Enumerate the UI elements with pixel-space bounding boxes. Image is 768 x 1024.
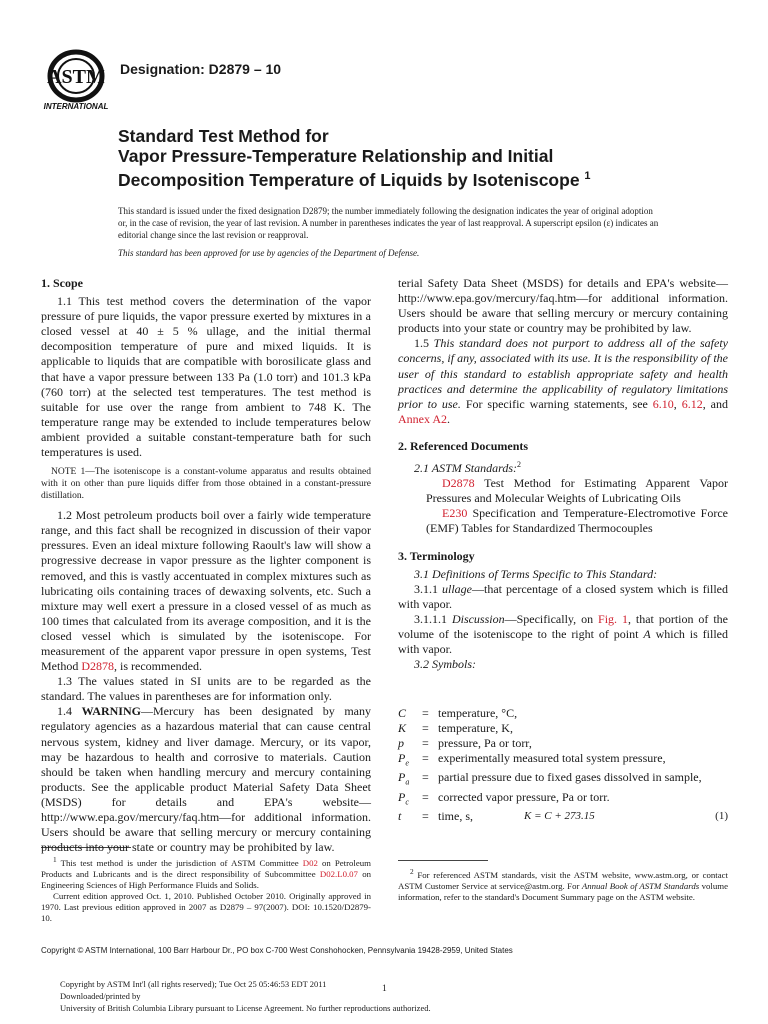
footnote-1-text-a: This test method is under the jurisdiction of ASTM Committee	[56, 858, 303, 869]
download-footer	[60, 978, 540, 1014]
symbol-name: K	[398, 721, 407, 735]
references-heading: 2. Referenced Documents	[398, 438, 529, 453]
paragraph-3-1	[398, 567, 728, 582]
logo-subtext: INTERNATIONAL	[43, 102, 109, 111]
separator-1: ,	[673, 396, 682, 411]
symbol-definition: partial pressure due to fixed gases dissolved in sample,	[438, 770, 702, 785]
reference-e230-title: Specification and Temperature-Electromotive Force (EMF) Tables for Standardized Thermocouples	[426, 506, 728, 536]
paragraph-3-1-1-1-b: , that portion of the volume of the isoteniscope to the right of point	[398, 611, 729, 641]
footnote-2-italic: Annual Book of ASTM Standards	[581, 880, 700, 891]
paragraph-1-3: 1.3 The values stated in SI units are to be regarded as the standard. The values in parentheses are for information only.	[41, 674, 371, 704]
paragraph-3-1-1-text: —that percentage of a closed system which is filled with vapor.	[398, 581, 729, 611]
paragraph-3-1-1-1-prefix: 3.1.1.1	[414, 611, 452, 626]
symbol-row: K = temperature, K,	[398, 721, 513, 735]
link-annex-a2[interactable]: Annex A2	[398, 411, 447, 426]
paragraph-1-5	[398, 336, 728, 427]
link-fig-1[interactable]: Fig. 1	[598, 611, 628, 626]
symbol-name: t	[398, 809, 402, 824]
symbol-definition: experimentally measured total system pressure,	[438, 751, 666, 765]
footnote-1-text-b: on Petroleum Products and Lubricants and is the direct responsibility of Subcommittee	[41, 858, 371, 880]
symbol-row: C = temperature, °C,	[398, 706, 518, 720]
page-number: 1	[382, 984, 387, 994]
paragraph-3-2-text: 3.2 Symbols:	[414, 657, 476, 672]
symbol-subscript: c	[405, 797, 409, 807]
symbol-subscript: a	[405, 777, 410, 787]
paragraph-3-1-1-1-a: —Specifically, on	[504, 611, 599, 626]
references-sub-mark: 2	[517, 460, 522, 470]
symbol-definition: time, s,	[438, 809, 473, 824]
symbol-row: t = time, s,	[398, 809, 473, 824]
footnote-1-edition: Current edition approved Oct. 1, 2010. Published October 2010. Originally approved in 1970. Last previous edition approved in 2007 as D2879 – 97(2007). DOI: 10.1520/D2879-10.	[41, 891, 371, 924]
paragraph-1-1: 1.1 This test method covers the determination of the vapor pressure of pure liquids, the vapor pressure exerted by mixtures in a closed vessel at 40 ± 5 % ullage, and the initial thermal decomposition temperature of pure and mixed liquids. It is applicable to liquids that are compatible with borosilicate glass and that have a vapor pressure between 133 Pa (1.0 torr) and 101.3 kPa (760 torr) at the selected test temperatures. The test method is suitable for use over the range from ambient to 748 K. The temperature range may be extended to include temperatures below ambient provided a suitable constant-temperature bath for such temperatures is used.	[41, 294, 371, 460]
paragraph-1-5-tail: For specific warning statements, see	[460, 396, 653, 411]
symbol-name: p	[398, 736, 404, 750]
note-1: NOTE 1—The isoteniscope is a constant-volume apparatus and results obtained with it on other than pure liquids differ from those obtained in a constant-pressure distillation.	[41, 467, 371, 502]
equation-number: (1)	[715, 810, 728, 822]
footnote-1-mark: 1	[53, 855, 57, 865]
paragraph-1-2-tail: , is recommended.	[114, 659, 202, 674]
equation-text: K = C + 273.15	[524, 810, 595, 822]
paragraph-3-1-1-1	[398, 612, 728, 657]
paragraph-1-5-italic: This standard does not purport to address all of the safety concerns, if any, associated with its use. It is the responsibility of the user of this standard to establish appropriate safety and health practices and determine the applicability of regulatory limitations prior to use.	[398, 336, 728, 411]
reference-d2878-title: Test Method for Estimating Apparent Vapor Pressures and Molecular Weights of Lubricating Oils	[426, 476, 728, 506]
separator-2: , and	[702, 396, 728, 411]
symbol-definition: temperature, °C,	[438, 706, 518, 720]
title-line-3-text: Decomposition Temperature of Liquids by Isoteniscope	[118, 169, 580, 190]
paragraph-1-5-end: .	[447, 411, 450, 426]
footnote-2-text-b: volume information, refer to the standard's Document Summary page on the ASTM website.	[398, 880, 728, 902]
paragraph-1-4-prefix: 1.4	[57, 704, 82, 719]
paragraph-3-1-text: 3.1 Definitions of Terms Specific to This Standard:	[414, 566, 658, 581]
paragraph-3-1-1	[398, 582, 728, 612]
paragraph-3-1-1-prefix: 3.1.1	[414, 581, 443, 596]
right-column	[398, 276, 728, 672]
paragraph-1-4	[41, 704, 371, 855]
paragraph-1-2-text: 1.2 Most petroleum products boil over a fairly wide temperature range, and this fact shall be recognized in discussion of their vapor pressures. Even an ideal mixture following Raoult's law will show a progressive decrease in vapor pressure as the lighter component is removed, and this is vastly accentuated in complex mixtures such as lubricating oils containing traces of dewaxing solvents, etc. Such a mixture may well exert a pressure in a closed vessel of as much as 100 times that calculated from its average composition, and it is the closed vessel which is simulated by the isoteniscope. For measurement of the apparent vapor pressure in open systems, Test Method	[41, 508, 371, 674]
dod-notice: This standard has been approved for use by agencies of the Department of Defense.	[118, 248, 420, 258]
paragraph-1-2	[41, 508, 371, 674]
document-title	[118, 126, 678, 190]
scope-heading: 1. Scope	[41, 276, 83, 290]
link-6-12[interactable]: 6.12	[681, 396, 703, 411]
paragraph-3-1-1-1-c: which is filled with vapor.	[398, 626, 729, 657]
symbol-definition: corrected vapor pressure, Pa or torr.	[438, 789, 610, 804]
symbol-name: P	[398, 751, 406, 765]
reference-d2878	[398, 476, 728, 506]
symbol-row: $P_c$ = corrected vapor pressure, Pa or torr.	[398, 790, 728, 809]
term-ullage: ullage	[442, 581, 473, 596]
symbol-row: p = pressure, Pa or torr,	[398, 736, 532, 750]
footnote-2	[398, 866, 728, 903]
references-sub-text: 2.1 ASTM Standards:	[414, 461, 518, 476]
logo-text: ASTM	[47, 66, 105, 88]
link-d02[interactable]: D02	[302, 858, 318, 869]
astm-logo	[40, 50, 112, 112]
symbol-row: $P_e$ = experimentally measured total system pressure,	[398, 751, 728, 770]
title-footnote-mark: 1	[584, 170, 591, 182]
link-6-10[interactable]: 6.10	[652, 396, 674, 411]
symbol-subscript: e	[405, 758, 409, 768]
title-line-1: Standard Test Method for	[118, 126, 329, 146]
link-d02-l0-07[interactable]: D02.L0.07	[319, 869, 358, 880]
paragraph-1-4-text: —Mercury has been designated by many regulatory agencies as a hazardous material that can cause central nervous system, kidney and liver damage. Mercury, or its vapor, may be hazardous to health and corrosive to materials. Caution should be taken when handling mercury and mercury containing products. See the applicable product Material Safety Data Sheet (MSDS) for details and EPA's website—http://www.epa.gov/mercury/faq.htm—for additional information. Users should be aware that selling mercury or mercury containing products into your state or country may be prohibited by law.	[41, 704, 371, 855]
symbol-definition: temperature, K,	[438, 721, 513, 735]
designation: Designation: D2879 – 10	[120, 61, 282, 77]
symbol-definition: pressure, Pa or torr,	[438, 736, 532, 750]
reference-e230	[398, 506, 728, 536]
title-line-2: Vapor Pressure-Temperature Relationship and Initial	[118, 146, 554, 166]
footer-line-2: Downloaded/printed by	[60, 991, 141, 1001]
footer-line-3: University of British Columbia Library pursuant to License Agreement. No further reproductions authorized.	[60, 1003, 431, 1013]
symbol-name: P	[398, 770, 406, 785]
left-column	[41, 276, 371, 924]
link-ref-e230[interactable]: E230	[442, 506, 468, 521]
footnote-1	[41, 854, 371, 924]
paragraph-1-5-prefix: 1.5	[414, 336, 434, 351]
footer-line-1: Copyright by ASTM Int'l (all rights reserved); Tue Oct 25 05:46:53 EDT 2011	[60, 979, 327, 989]
warning-label: WARNING	[81, 704, 141, 719]
term-discussion: Discussion	[451, 611, 505, 626]
symbol-name: C	[398, 706, 407, 720]
title-line-3	[118, 166, 678, 190]
link-d2878[interactable]: D2878	[81, 659, 115, 674]
terminology-heading: 3. Terminology	[398, 548, 475, 563]
footnote-rule-right	[398, 860, 488, 861]
footnote-1-text-c: on Engineering Sciences of High Performance Fluids and Solids.	[41, 869, 372, 891]
footnote-2-mark: 2	[410, 867, 414, 876]
link-ref-d2878[interactable]: D2878	[442, 476, 475, 491]
footnote-2-text-a: For referenced ASTM standards, visit the ASTM website, www.astm.org, or contact ASTM Customer Service at service@astm.org. For	[398, 869, 728, 891]
paragraph-1-4-continued: terial Safety Data Sheet (MSDS) for details and EPA's website—http://www.epa.gov/mercury/faq.htm—for additional information. Users should be aware that selling mercury or mercury containing products into your state or country may be prohibited by law.	[398, 276, 728, 336]
references-sub	[398, 457, 728, 476]
point-a: A	[643, 626, 651, 641]
symbols-list	[398, 706, 728, 824]
copyright-line: Copyright © ASTM International, 100 Barr Harbour Dr., PO box C-700 West Conshohocken, Pennsylvania 19428-2959, United States	[41, 946, 513, 955]
symbol-row: $P_a$ = partial pressure due to fixed gases dissolved in sample,	[398, 770, 728, 789]
symbol-name: P	[398, 789, 406, 804]
issuance-notice: This standard is issued under the fixed designation D2879; the number immediately following the designation indicates the year of original adoption or, in the case of revision, the year of last revision. A number in parentheses indicates the year of last reapproval. A superscript epsilon (ε) indicates an editorial change since the last revision or reapproval.	[118, 206, 659, 240]
paragraph-3-2	[398, 657, 728, 672]
